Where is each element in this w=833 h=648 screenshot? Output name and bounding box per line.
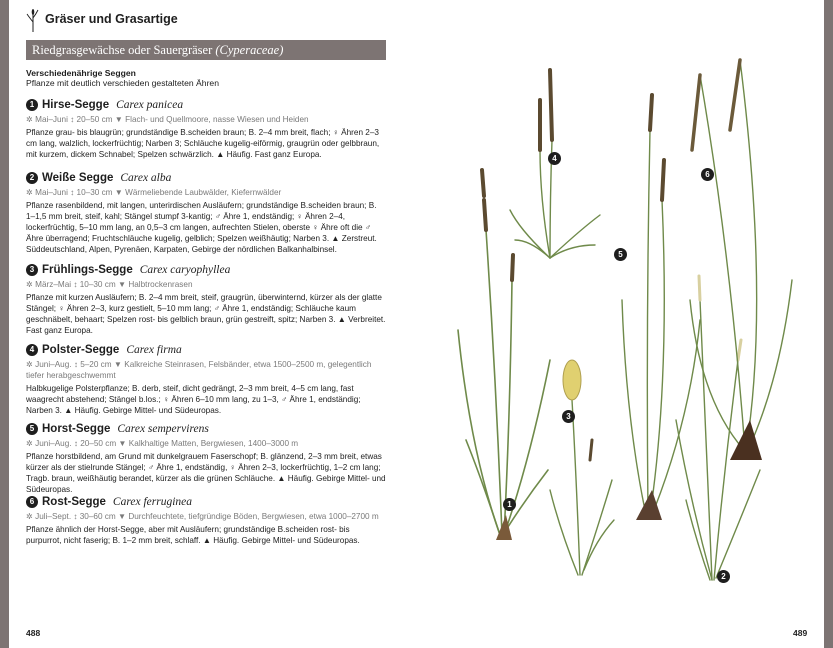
species-description: Pflanze rasenbildend, mit langen, unterirdischen Ausläufern; grundständige B.scheiden braun; B. 1–1,5 mm breit, steif, kahl; Stängel stumpf 3-kantig; ♂ Ähre 1, endständig; ♀ Ähren 2–4, lockerfrüchtig, 5–10 mm lang, an 0,5–3 cm langen, aufrechten Stielen, oberste ♀ Ähre oft die ♂ Ähre überragend; Fruchtschläuche kugelig, gelblich; Spelzen weißhäutig; Narben 3. ▲ Zerstreut. Süddeutschland, Alpen, Pyrenäen, Karpaten, Gebirge der nördlichen Balkanhalbinsel. [26, 201, 377, 254]
species-name: Hirse-Segge [42, 99, 110, 111]
species-description: Pflanze grau- bis blaugrün; grundständige B.scheiden braun; B. 2–4 mm breit, flach; ♀ Ähren 2–3 cm lang, walzlich, lockerfrüchtig; Narben 3; Schläuche kugelig-eiförmig, graugrün oder gelbbraun, mit kurzem, dickem Schnabel; Spelzen schwärzlich. ▲ Häufig. Fast ganz Europa. [26, 128, 380, 159]
species-meta: ✲ März–Mai ↕ 10–30 cm ▼ Halbtrockenrasen [26, 280, 193, 289]
species-number: 6 [26, 496, 38, 508]
species-entry [26, 342, 386, 416]
species-entry [26, 421, 386, 495]
species-latin: Carex panicea [116, 99, 184, 111]
species-meta: ✲ Juni–Aug. ↕ 20–50 cm ▼ Kalkhaltige Matten, Bergwiesen, 1400–3000 m [26, 439, 299, 448]
species-meta: ✲ Juni–Aug. ↕ 5–20 cm ▼ Kalkreiche Steinrasen, Felsbänder, etwa 1500–2500 m, gelegentlich tiefer herabgeschwemmt [26, 360, 372, 380]
species-latin: Carex firma [126, 344, 182, 356]
family-band [26, 40, 386, 60]
left-page [26, 0, 386, 648]
species-latin: Carex caryophyllea [139, 264, 231, 276]
species-meta: ✲ Mai–Juni ↕ 10–30 cm ▼ Wärmeliebende Laubwälder, Kiefernwälder [26, 188, 282, 197]
family-name: Riedgrasgewächse oder Sauergräser [32, 43, 213, 57]
species-description: Pflanze mit kurzen Ausläufern; B. 2–4 mm breit, steif, graugrün, überwinternd, kürzer als der glatte Stängel; ♀ Ähren 2–3, kurz gestielt, 5–10 mm lang; ♂ Ähre 1, endständig; Schläuche kaum geschnäbelt, behaart; Spelzen rost- bis gelblich braun, grün gestreift, spitz; Narben 3. ▲ Verbreitet. Fast ganz Europa. [26, 293, 386, 335]
species-meta: ✲ Mai–Juni ↕ 20–50 cm ▼ Flach- und Quellmoore, nasse Wiesen und Heiden [26, 115, 309, 124]
group-title: Verschiedenährige Seggen [26, 68, 136, 78]
species-description: Halbkugelige Polsterpflanze; B. derb, steif, dicht gedrängt, 2–3 mm breit, 4–5 cm lang, fast waagrecht abstehend; Stängel b.los.; ♀ Ähren 6–10 mm lang, zu 1–3, ♂ Ähre 1, endständig; Narben 3. ▲ Häufig. Gebirge Mittel- und Südeuropas. [26, 384, 361, 415]
species-entry [26, 262, 386, 336]
illustration-marker-6: 6 [701, 168, 714, 181]
species-meta: ✲ Juli–Sept. ↕ 30–60 cm ▼ Durchfeuchtete, tiefgründige Böden, Bergwiesen, etwa 1000–2700 m [26, 512, 379, 521]
species-latin: Carex alba [120, 172, 172, 184]
plant-1 [458, 230, 550, 535]
illustration-marker-1: 1 [503, 498, 516, 511]
species-name: Rost-Segge [42, 496, 106, 508]
group-description: Pflanze mit deutlich verschieden gestalteten Ähren [26, 78, 219, 88]
illustration-marker-4: 4 [548, 152, 561, 165]
sedge-illustration [400, 0, 820, 648]
species-description: Pflanze ähnlich der Horst-Segge, aber mit Ausläufern; grundständige B.scheiden rost- bis purpurrot, nicht faserig; B. 1–2 mm breit, schlaff. ▲ Häufig. Gebirge Mittel- und Südeuropas. [26, 525, 360, 545]
page-number-right: 489 [793, 628, 808, 638]
species-number: 4 [26, 344, 38, 356]
species-number: 2 [26, 172, 38, 184]
species-number: 5 [26, 423, 38, 435]
illustration-marker-5: 5 [614, 248, 627, 261]
right-page-edge [824, 0, 833, 648]
grass-icon [26, 8, 40, 32]
species-description: Pflanze horstbildend, am Grund mit dunkelgrauem Faserschopf; B. glänzend, 2–3 mm breit, etwas kürzer als der stielrunde Stängel; ♂ Ähre 1, endständig, ♀ Ähren 2–3, lockerfrüchtig, 1–2 cm lang; Tragb. braun, weißhäutig berandet, kürzer als die grünen Schläuche. ▲ Häufig. Gebirge Mittel- und Südeuropas. [26, 452, 386, 494]
illustration-marker-2: 2 [717, 570, 730, 583]
left-page-edge [0, 0, 9, 648]
species-latin: Carex sempervirens [117, 423, 209, 435]
species-name: Horst-Segge [42, 423, 111, 435]
species-name: Frühlings-Segge [42, 264, 133, 276]
illustration-marker-3: 3 [562, 410, 575, 423]
species-latin: Carex ferruginea [112, 496, 193, 508]
species-entry [26, 97, 386, 160]
category-title: Gräser und Grasartige [45, 12, 178, 26]
page-number-left: 488 [26, 628, 41, 638]
family-latin: (Cyperaceae) [215, 43, 284, 57]
species-number: 1 [26, 99, 38, 111]
species-entry [26, 494, 386, 546]
species-name: Polster-Segge [42, 344, 120, 356]
species-entry [26, 170, 386, 255]
group-heading [26, 68, 386, 88]
species-name: Weiße Segge [42, 172, 114, 184]
species-number: 3 [26, 264, 38, 276]
